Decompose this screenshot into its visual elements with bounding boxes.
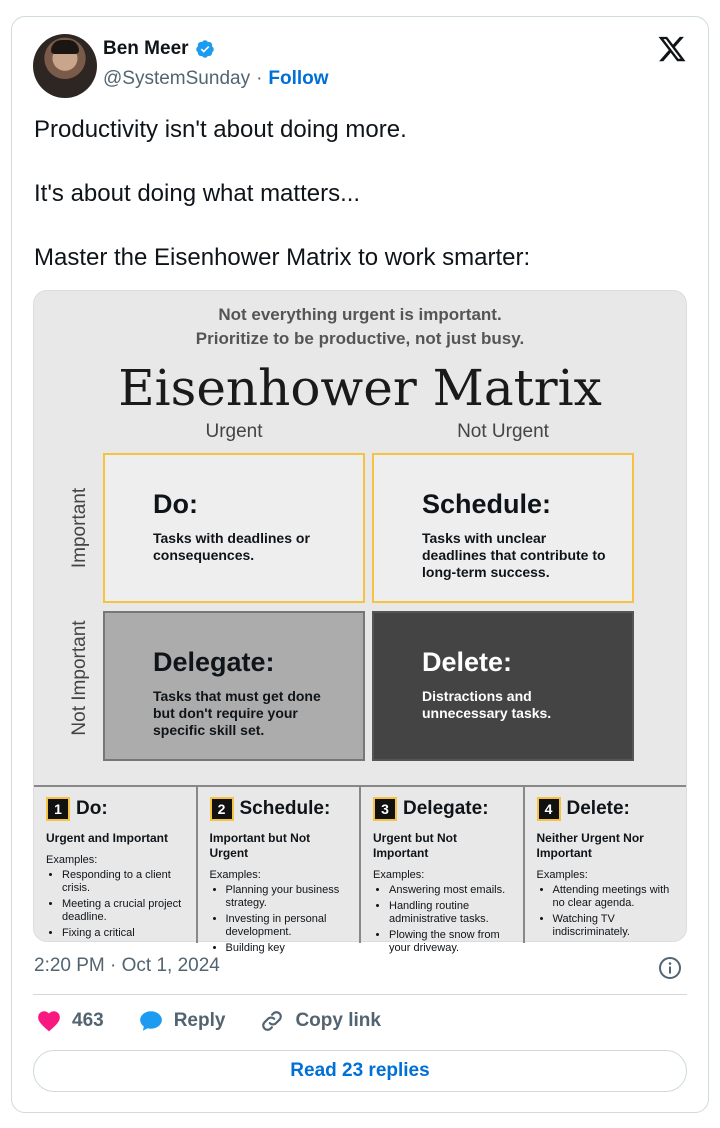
copy-link-label: Copy link [295,1010,381,1031]
author-handle[interactable]: @SystemSunday [103,68,251,89]
legend-examples-label: Examples: [46,854,98,866]
legend-examples-label: Examples: [536,869,588,881]
x-logo-icon[interactable] [657,34,687,64]
verified-badge-icon [195,39,215,59]
heart-icon [36,1008,62,1034]
list-item: • Attending meetings with no clear agenda. [553,884,679,910]
legend-heading [373,797,515,821]
legend-examples-label: Examples: [373,869,425,881]
author-name[interactable]: Ben Meer [103,38,189,59]
action-bar [36,1008,415,1034]
legend-heading [210,797,352,821]
list-item: • Plowing the snow from your driveway. [389,929,515,955]
quadrant-description: Tasks with unclear deadlines that contribute to long-term success. [422,530,606,580]
image-subtitle: Prioritize to be productive, not just busy. [195,329,525,348]
legend-examples-label: Examples: [209,869,261,881]
legend-list [373,884,515,955]
legend-heading [537,797,679,821]
legend-row [34,785,686,954]
legend-category: Urgent and Important [46,831,168,845]
quadrant-title: Schedule: [422,489,552,519]
reply-button[interactable] [138,1008,226,1034]
tweet-text [34,114,684,306]
tweet-line: It's about doing what matters... [34,180,361,207]
separator-dot: · [256,68,263,89]
quadrant-description: Tasks that must get done but don't require your specific skill set. [153,688,321,738]
list-item: • Planning your business strategy. [226,884,352,910]
follow-button[interactable]: Follow [268,68,329,89]
handle-row [103,68,329,90]
legend-column [525,787,687,943]
legend-title: Schedule: [239,798,331,819]
read-replies-button[interactable]: Read 23 replies [33,1050,687,1092]
legend-title: Delegate: [403,798,489,819]
legend-title: Do: [76,798,108,819]
divider [33,994,687,995]
quadrant-description: Distractions and unnecessary tasks. [422,688,552,721]
image-title: Eisenhower Matrix [118,359,602,417]
legend-column [198,787,362,954]
legend-title: Delete: [566,798,630,819]
like-button[interactable] [36,1008,104,1034]
like-count: 463 [72,1010,104,1031]
quadrant-title: Delete: [422,647,513,677]
list-item: • Fixing a critical [62,927,188,940]
column-header-not-urgent: Not Urgent [457,421,549,442]
info-icon[interactable] [658,956,682,980]
list-item: • Watching TV indiscriminately. [553,913,679,939]
legend-list [537,884,679,939]
list-item: • Handling routine administrative tasks. [389,900,515,926]
legend-number: 2 [210,797,234,821]
legend-list [46,869,188,940]
legend-heading [46,797,188,821]
row-header-not-important: Not Important [69,620,90,736]
list-item: • Answering most emails. [389,884,515,897]
legend-column [361,787,525,954]
author-name-row [103,38,215,60]
legend-category: Neither Urgent Nor Important [536,831,644,860]
avatar[interactable] [33,34,97,98]
quadrant-description: Tasks with deadlines or consequences. [153,530,310,563]
tweet-timestamp[interactable]: 2:20 PM · Oct 1, 2024 [34,955,220,976]
row-header-important: Important [69,487,90,569]
tweet-line: Master the Eisenhower Matrix to work smarter: [34,244,531,271]
legend-category: Important but Not Urgent [209,831,311,860]
list-item: • Meeting a crucial project deadline. [62,898,188,924]
legend-number: 3 [373,797,397,821]
reply-label: Reply [173,1010,226,1031]
link-icon [259,1008,285,1034]
image-subtitle: Not everything urgent is important. [218,305,502,324]
quadrant-title: Do: [153,489,198,519]
quadrant-schedule [372,453,634,603]
chat-bubble-icon [138,1008,164,1034]
legend-number: 4 [537,797,561,821]
quadrant-delete [372,611,634,761]
list-item: • Building key [226,942,352,955]
tweet-line: Productivity isn't about doing more. [34,116,407,143]
legend-column [34,787,198,943]
copy-link-button[interactable] [259,1008,381,1034]
legend-category: Urgent but Not Important [373,831,457,860]
quadrant-do [103,453,365,603]
list-item: • Responding to a client crisis. [62,869,188,895]
list-item: • Investing in personal development. [226,913,352,939]
tweet-image[interactable] [33,290,687,954]
legend-number: 1 [46,797,70,821]
quadrant-title: Delegate: [153,647,275,677]
quadrant-delegate [103,611,365,761]
legend-list [210,884,352,955]
column-header-urgent: Urgent [205,421,263,442]
